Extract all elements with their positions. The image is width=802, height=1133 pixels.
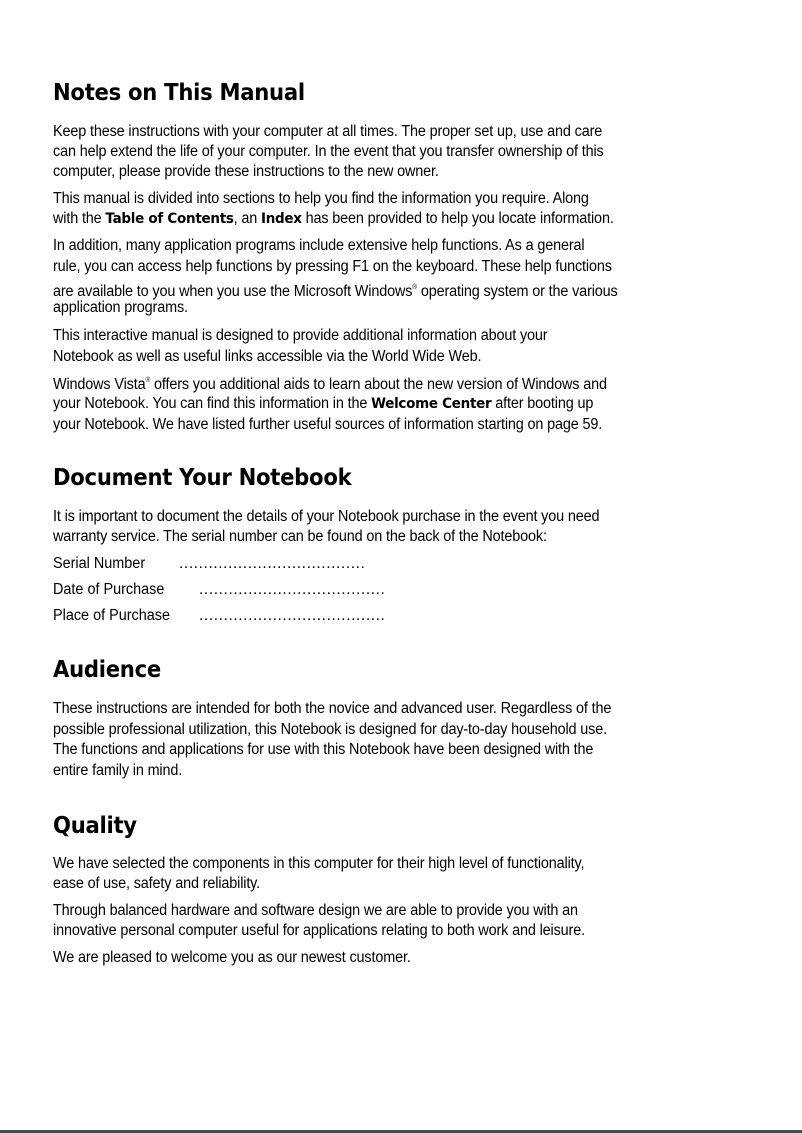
paragraph-line: Keep these instructions with your computer at all times. The proper set up, use and care	[53, 123, 603, 140]
serial-number-field: Serial Number ......................................	[53, 555, 366, 572]
paragraph-line: ease of use, safety and reliability.	[53, 875, 261, 892]
paragraph-line: warranty service. The serial number can be found on the back of the Notebook:	[53, 528, 547, 545]
table-of-contents-ref: Table of Contents	[105, 211, 234, 227]
paragraph-line: entire family in mind.	[53, 762, 183, 779]
paragraph-line: possible professional utilization, this Notebook is designed for day-to-day household use.	[53, 721, 607, 738]
section-heading-notes: Notes on This Manual	[53, 80, 305, 106]
section-heading-document: Document Your Notebook	[53, 465, 352, 491]
welcome-center-ref: Welcome Center	[371, 396, 492, 412]
paragraph-line: can help extend the life of your computer. In the event that you transfer ownership of this	[53, 143, 604, 160]
paragraph-line: Windows Vista® offers you additional aids to learn about the new version of Windows and	[53, 376, 607, 393]
fill-in-dots: ......................................	[199, 607, 386, 624]
paragraph-line: computer, please provide these instructions to the new owner.	[53, 163, 439, 180]
paragraph-line: In addition, many application programs include extensive help functions. As a general	[53, 237, 585, 254]
paragraph-line: innovative personal computer useful for applications relating to both work and leisure.	[53, 922, 585, 939]
paragraph-line: application programs.	[53, 299, 188, 316]
paragraph-line: are available to you when you use the Microsoft Windows® operating system or the various	[53, 283, 618, 300]
paragraph-line: This interactive manual is designed to provide additional information about your	[53, 327, 548, 344]
paragraph-line: rule, you can access help functions by pressing F1 on the keyboard. These help functions	[53, 258, 612, 275]
paragraph-line: It is important to document the details of your Notebook purchase in the event you need	[53, 508, 600, 525]
index-ref: Index	[260, 211, 302, 227]
section-heading-audience: Audience	[53, 657, 161, 683]
paragraph-line: We are pleased to welcome you as our newest customer.	[53, 949, 411, 966]
date-of-purchase-field: Date of Purchase ......................................	[53, 581, 386, 598]
paragraph-line: This manual is divided into sections to help you find the information you require. Along	[53, 190, 589, 207]
paragraph-line: Notebook as well as useful links accessible via the World Wide Web.	[53, 348, 482, 365]
fill-in-dots: ......................................	[179, 555, 366, 572]
paragraph-line: Through balanced hardware and software design we are able to provide you with an	[53, 902, 578, 919]
paragraph-line: with the Table of Contents, an Index has been provided to help you locate information.	[53, 210, 614, 227]
place-of-purchase-field: Place of Purchase ......................................	[53, 607, 386, 624]
fill-in-dots: ......................................	[199, 581, 386, 598]
paragraph-line: We have selected the components in this computer for their high level of functionality,	[53, 855, 585, 872]
paragraph-line: your Notebook. We have listed further useful sources of information starting on page 59.	[53, 416, 603, 433]
paragraph-line: These instructions are intended for both the novice and advanced user. Regardless of the	[53, 700, 612, 717]
section-heading-quality: Quality	[53, 813, 137, 839]
paragraph-line: your Notebook. You can find this information in the Welcome Center after booting up	[53, 395, 594, 412]
paragraph-line: The functions and applications for use with this Notebook have been designed with the	[53, 741, 594, 758]
